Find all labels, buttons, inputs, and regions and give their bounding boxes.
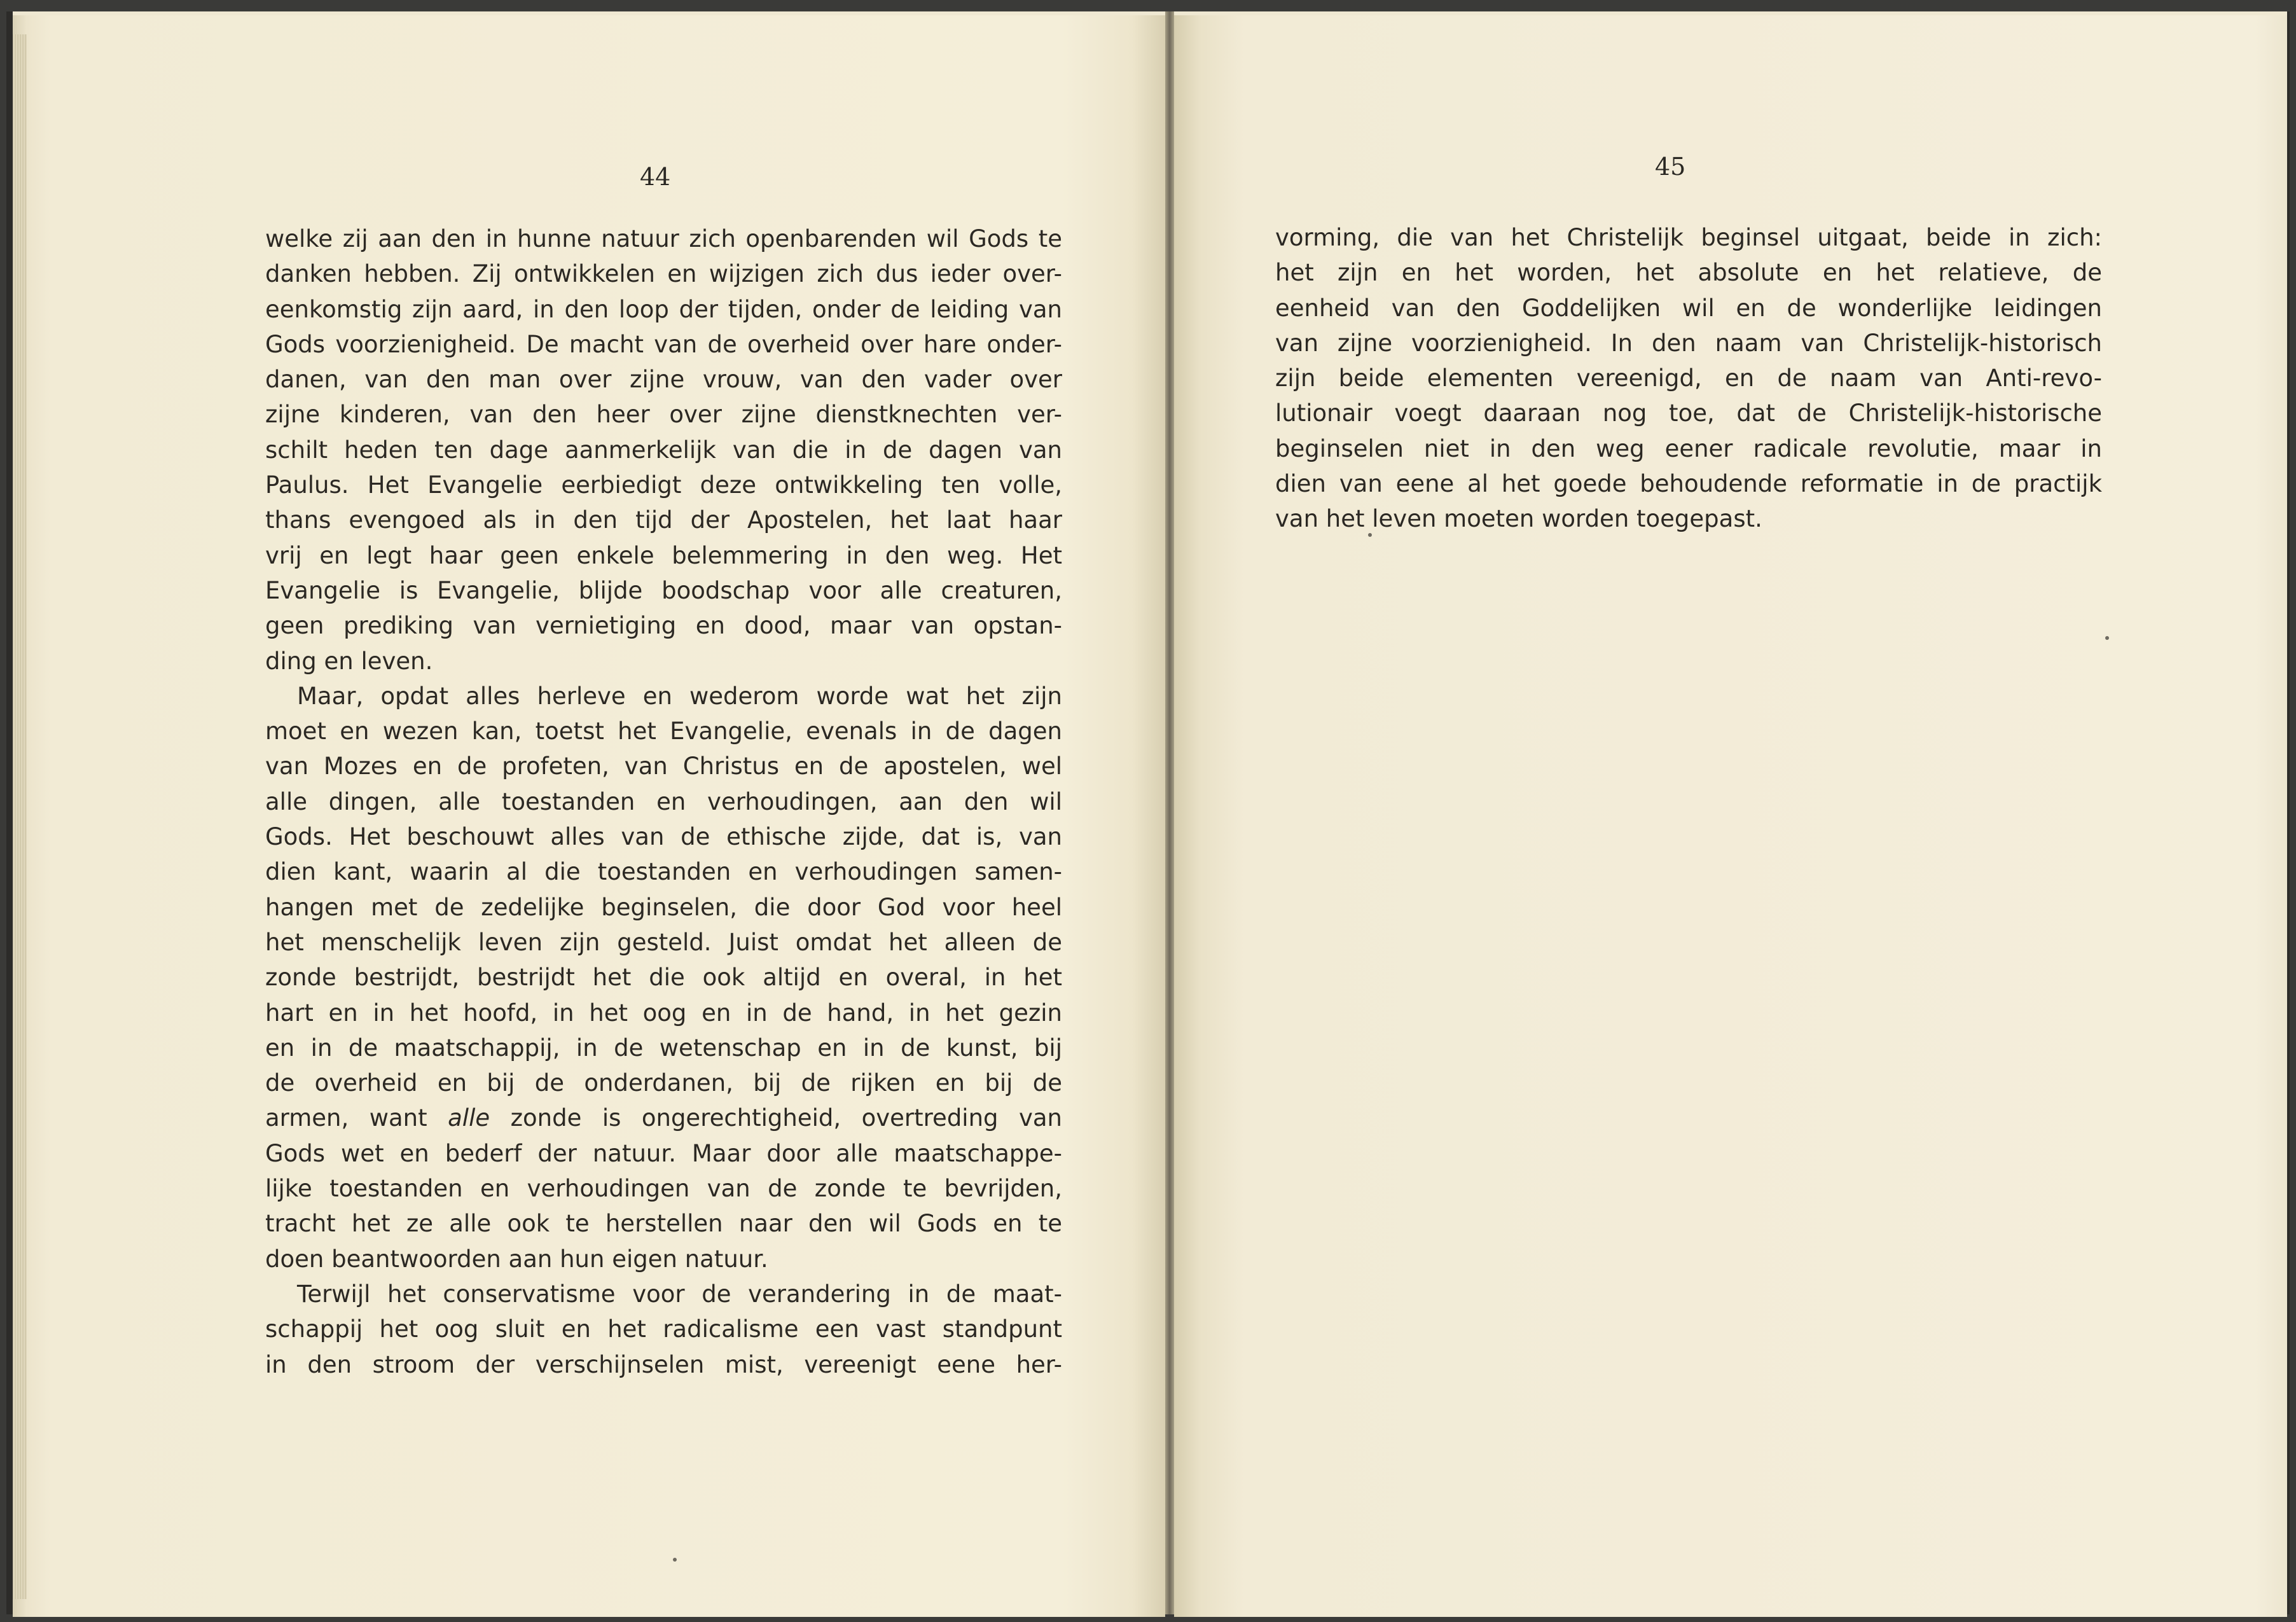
text-line: Maar, opdat alles herleve en wederom worde wat het zijn <box>297 682 1062 710</box>
text-line: eenkomstig zijn aard, in den loop der tijden, onder de leiding van <box>265 295 1062 323</box>
right-page <box>1174 11 2287 1617</box>
text-line: schappij het oog sluit en het radicalisme een vast standpunt <box>265 1315 1062 1343</box>
text-segment: zonde is ongerechtigheid, overtreding van <box>510 1104 1063 1132</box>
text-line: en in de maatschappij, in de wetenschap en in de kunst, bij <box>265 1034 1062 1062</box>
book-spread <box>6 11 2290 1614</box>
right-page-text <box>1275 220 2102 537</box>
page-edges <box>13 34 27 1599</box>
text-line: vorming, die van het Christelijk beginsel uitgaat, beide in zich: <box>1275 224 2102 251</box>
text-line: Evangelie is Evangelie, blijde boodschap voor alle creaturen, <box>265 576 1062 604</box>
text-line: lijke toestanden en verhoudingen van de zonde te bevrijden, <box>265 1175 1062 1203</box>
text-line: zijn beide elementen vereenigd, en de naam van Anti-revo- <box>1275 364 2102 392</box>
text-line: beginselen niet in den weg eener radicale revolutie, maar in <box>1275 434 2102 462</box>
text-line: alle dingen, alle toestanden en verhoudingen, aan den wil <box>265 787 1062 815</box>
text-line: eenheid van den Goddelijken wil en de wonderlijke leidingen <box>1275 294 2102 322</box>
text-line: ding en leven. <box>265 647 433 675</box>
text-line: lutionair voegt daaraan nog toe, dat de Christelijk-historische <box>1275 399 2102 427</box>
text-line: Paulus. Het Evangelie eerbiedigt deze ontwikkeling ten volle, <box>265 471 1062 499</box>
text-line: welke zij aan den in hunne natuur zich openbarenden wil Gods te <box>265 225 1062 253</box>
text-line: zonde bestrijdt, bestrijdt het die ook altijd en overal, in het <box>265 964 1062 992</box>
text-line: dien kant, waarin al die toestanden en verhoudingen samen- <box>265 858 1062 886</box>
paper-speck <box>2105 636 2109 640</box>
text-line: danen, van den man over zijne vrouw, van den vader over <box>265 366 1062 394</box>
text-line: tracht het ze alle ook te herstellen naar den wil Gods en te <box>265 1210 1062 1238</box>
text-line: schilt heden ten dage aanmerkelijk van die in de dagen van <box>265 436 1062 464</box>
text-line: geen prediking van vernietiging en dood, maar van opstan- <box>265 612 1062 640</box>
text-line: thans evengoed als in den tijd der Apostelen, het laat haar <box>265 506 1062 534</box>
text-line: doen beantwoorden aan hun eigen natuur. <box>265 1245 768 1273</box>
text-line: zijne kinderen, van den heer over zijne dienstknechten ver- <box>265 401 1062 429</box>
gutter <box>1165 11 1174 1614</box>
left-page <box>13 11 1165 1617</box>
emphasized-word: alle <box>448 1104 490 1132</box>
text-line <box>265 1100 1062 1135</box>
paper-speck <box>1368 533 1372 537</box>
left-page-text <box>265 221 1062 1382</box>
text-line: Gods. Het beschouwt alles van de ethische zijde, dat is, van <box>265 823 1062 851</box>
text-line: moet en wezen kan, toetst het Evangelie, evenals in de dagen <box>265 717 1062 745</box>
text-line: van zijne voorzienigheid. In den naam van Christelijk-historisch <box>1275 329 2102 357</box>
text-line: Terwijl het conservatisme voor de verandering in de maat- <box>297 1280 1062 1308</box>
paper-speck <box>673 1558 677 1562</box>
text-line: in den stroom der verschijnselen mist, vereenigt eene her- <box>265 1350 1062 1378</box>
text-line: Gods wet en bederf der natuur. Maar door alle maatschappe- <box>265 1139 1062 1167</box>
text-line: danken hebben. Zij ontwikkelen en wijzigen zich dus ieder over- <box>265 260 1062 288</box>
text-line: het zijn en het worden, het absolute en het relatieve, de <box>1275 259 2102 287</box>
text-line: Gods voorzienigheid. De macht van de overheid over hare onder- <box>265 330 1062 358</box>
text-line: vrij en legt haar geen enkele belemmering in den weg. Het <box>265 541 1062 569</box>
page-number-right: 45 <box>1655 153 1686 181</box>
text-line: van het leven moeten worden toegepast. <box>1275 505 1762 533</box>
text-line: de overheid en bij de onderdanen, bij de rijken en bij de <box>265 1069 1062 1097</box>
text-line: dien van eene al het goede behoudende reformatie in de practijk <box>1275 470 2102 498</box>
text-line: van Mozes en de profeten, van Christus en de apostelen, wel <box>265 752 1062 780</box>
text-line: het menschelijk leven zijn gesteld. Juist omdat het alleen de <box>265 928 1062 956</box>
page-number-left: 44 <box>640 163 671 191</box>
text-line: hart en in het hoofd, in het oog en in de hand, in het gezin <box>265 999 1062 1027</box>
text-line: hangen met de zedelijke beginselen, die door God voor heel <box>265 893 1062 921</box>
text-segment: armen, want <box>265 1104 427 1132</box>
